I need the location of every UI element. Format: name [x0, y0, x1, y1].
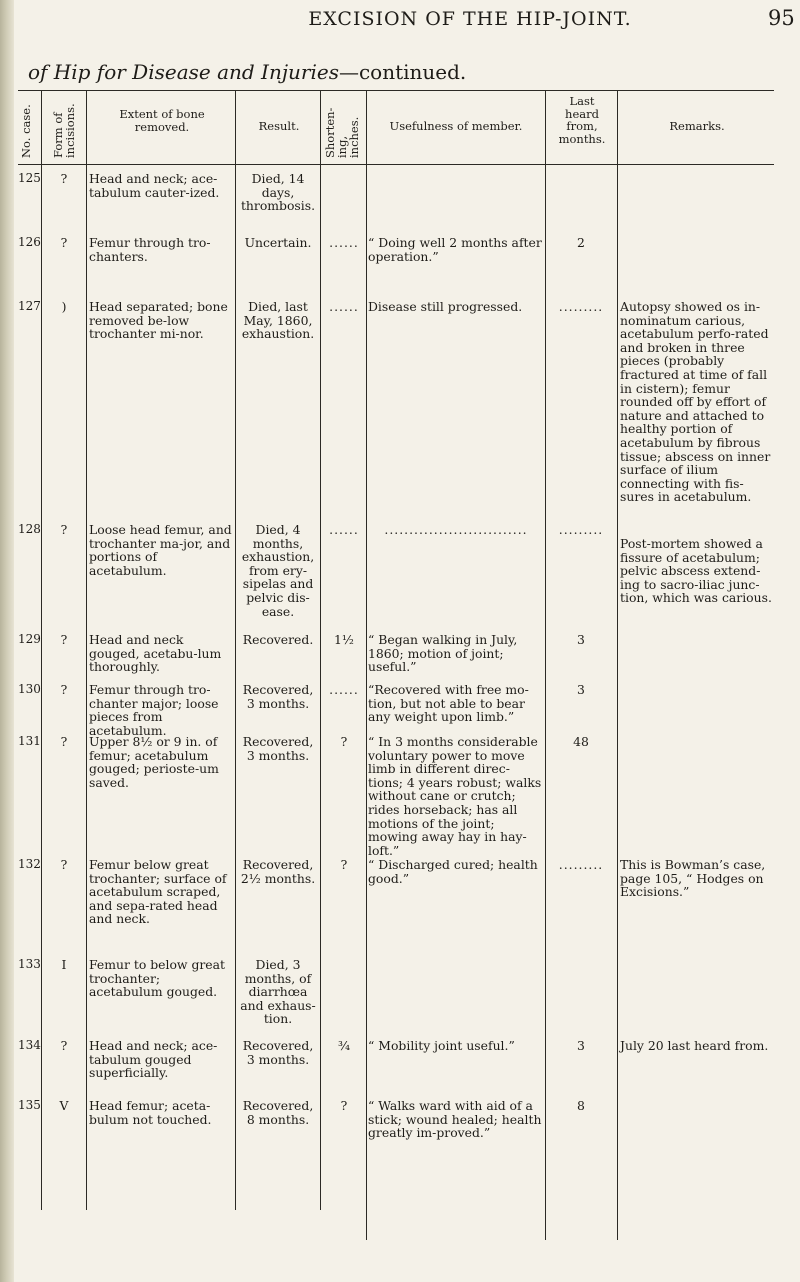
- column-divider: [320, 90, 321, 1210]
- column-divider: [366, 90, 367, 1240]
- column-divider: [41, 90, 42, 1210]
- column-divider: [545, 90, 546, 1240]
- case-number: 128: [18, 522, 41, 536]
- usefulness-cell: “ In 3 months considerable voluntary power to move limb in different direc-tions; 4 years robust; walks without cane or crutch; rides horseback; has all motions of the joint; mowing away hay in hay-loft.”: [368, 734, 542, 858]
- column-header-last-heard: Last heard from, months.: [558, 94, 606, 146]
- shortening-cell: ......: [329, 682, 359, 697]
- incision-form: ?: [60, 632, 68, 647]
- usefulness-cell: “ Began walking in July, 1860; motion of joint; useful.”: [368, 632, 518, 675]
- shortening-cell: ?: [340, 1098, 348, 1113]
- usefulness-cell: Disease still progressed.: [368, 299, 523, 314]
- result-cell: Died, 3 months, of diarrhœa and exhaus-tion.: [240, 957, 316, 1027]
- column-header-form: Form of incisions.: [51, 103, 77, 158]
- incision-form: ?: [60, 734, 68, 749]
- last-heard-cell: .........: [558, 299, 604, 314]
- case-number: 134: [18, 1038, 41, 1052]
- result-cell: Uncertain.: [244, 235, 312, 250]
- usefulness-cell: “ Walks ward with aid of a stick; wound healed; health greatly im-proved.”: [368, 1098, 542, 1141]
- column-header-usefulness: Usefulness of member.: [389, 119, 523, 133]
- result-cell: Recovered, 2½ months.: [240, 857, 316, 886]
- table-subtitle: [28, 60, 466, 84]
- last-heard-cell: 8: [577, 1098, 585, 1113]
- incision-form: ?: [60, 522, 68, 537]
- shortening-cell: ?: [340, 734, 348, 749]
- last-heard-cell: 3: [577, 632, 585, 647]
- incision-form: ?: [60, 1038, 68, 1053]
- incision-form: I: [61, 957, 67, 972]
- shortening-cell: ¾: [337, 1038, 350, 1053]
- column-header-no: No. case.: [19, 104, 33, 158]
- usefulness-cell: “ Discharged cured; health good.”: [368, 857, 538, 886]
- remarks-cell: Post-mortem showed a fissure of acetabulum; pelvic abscess extend-ing to sacro-iliac junc-tion, which was carious.: [620, 536, 772, 606]
- result-cell: Recovered.: [242, 632, 314, 647]
- case-number: 130: [18, 682, 41, 696]
- table-top-rule: [18, 90, 774, 91]
- case-number: 131: [18, 734, 41, 748]
- column-divider: [617, 90, 618, 1240]
- extent-cell: Femur through tro-chanters.: [89, 235, 211, 264]
- column-divider: [235, 90, 236, 1210]
- extent-cell: Upper 8½ or 9 in. of femur; acetabulum gouged; perioste-um saved.: [89, 734, 219, 790]
- result-cell: Recovered, 3 months.: [242, 682, 314, 711]
- usefulness-cell: “Recovered with free mo-tion, but not able to bear any weight upon limb.”: [368, 682, 529, 725]
- case-number: 135: [18, 1098, 41, 1112]
- extent-cell: Femur to below great trochanter; acetabulum gouged.: [89, 957, 226, 1000]
- column-header-extent: Extent of bone removed.: [119, 107, 205, 134]
- last-heard-cell: 2: [577, 235, 585, 250]
- case-number: 127: [18, 299, 41, 313]
- subtitle-italic: of Hip for Disease and Injuries: [28, 60, 339, 84]
- incision-form: ?: [60, 682, 68, 697]
- usefulness-cell: “ Mobility joint useful.”: [368, 1038, 515, 1053]
- result-cell: Died, last May, 1860, exhaustion.: [241, 299, 315, 342]
- last-heard-cell: 48: [573, 734, 589, 749]
- shortening-cell: ......: [329, 235, 359, 250]
- incision-form: ?: [60, 857, 68, 872]
- running-header: EXCISION OF THE HIP-JOINT.: [308, 8, 632, 30]
- incision-form: ?: [60, 235, 68, 250]
- extent-cell: Loose head femur, and trochanter ma-jor, and portions of acetabulum.: [89, 522, 232, 578]
- last-heard-cell: .........: [558, 857, 604, 872]
- result-cell: Recovered, 3 months.: [242, 734, 314, 763]
- remarks-cell: July 20 last heard from.: [620, 1038, 769, 1053]
- shortening-cell: ......: [329, 522, 359, 537]
- result-cell: Died, 4 months, exhaustion, from ery-sipelas and pelvic dis-ease.: [241, 522, 315, 619]
- extent-cell: Head separated; bone removed be-low trochanter mi-nor.: [89, 299, 228, 342]
- case-number: 129: [18, 632, 41, 646]
- result-cell: Recovered, 8 months.: [242, 1098, 314, 1127]
- extent-cell: Femur below great trochanter; surface of acetabulum scraped, and sepa-rated head and neck.: [89, 857, 227, 927]
- incision-form: ?: [60, 171, 68, 186]
- extent-cell: Head and neck; ace-tabulum cauter-ized.: [89, 171, 220, 200]
- last-heard-cell: 3: [577, 682, 585, 697]
- extent-cell: Head femur; aceta-bulum not touched.: [89, 1098, 212, 1127]
- extent-cell: Head and neck gouged, acetabu-lum thoroughly.: [89, 632, 222, 675]
- extent-cell: Femur through tro-chanter major; loose pieces from acetabulum.: [89, 682, 219, 738]
- result-cell: Recovered, 3 months.: [242, 1038, 314, 1067]
- last-heard-cell: .........: [558, 522, 604, 537]
- case-number: 133: [18, 957, 41, 971]
- column-header-shortening: Shorten-ing, inches.: [323, 107, 361, 158]
- remarks-cell: This is Bowman’s case, page 105, “ Hodges on Excisions.”: [620, 857, 766, 900]
- page-number: 95: [768, 6, 795, 30]
- case-number: 132: [18, 857, 41, 871]
- usefulness-cell: .............................: [384, 523, 528, 537]
- column-divider: [86, 90, 87, 1210]
- case-number: 126: [18, 235, 41, 249]
- shortening-cell: 1½: [334, 632, 354, 647]
- page-binding-edge: [0, 0, 14, 1282]
- subtitle-continued: —continued.: [338, 60, 467, 84]
- incision-form: V: [59, 1098, 69, 1113]
- usefulness-cell: “ Doing well 2 months after operation.”: [368, 235, 542, 264]
- column-header-result: Result.: [258, 119, 300, 133]
- result-cell: Died, 14 days, thrombosis.: [240, 171, 316, 214]
- remarks-cell: Autopsy showed os in-nominatum carious, acetabulum perfo-rated and broken in three pieces (probably fractured at time of fall in cistern); femur rounded off by effort of nature and attached to healthy portion of acetabulum by fibrous tissue; abscess on inner surface of ilium connecting with fis-sures in acetabulum.: [620, 299, 771, 505]
- case-number: 125: [18, 171, 41, 185]
- last-heard-cell: 3: [577, 1038, 585, 1053]
- column-header-remarks: Remarks.: [669, 119, 725, 133]
- shortening-cell: ......: [329, 299, 359, 314]
- header-bottom-rule: [18, 164, 774, 165]
- incision-form: ): [61, 299, 67, 314]
- extent-cell: Head and neck; ace-tabulum gouged superficially.: [89, 1038, 218, 1081]
- shortening-cell: ?: [340, 857, 348, 872]
